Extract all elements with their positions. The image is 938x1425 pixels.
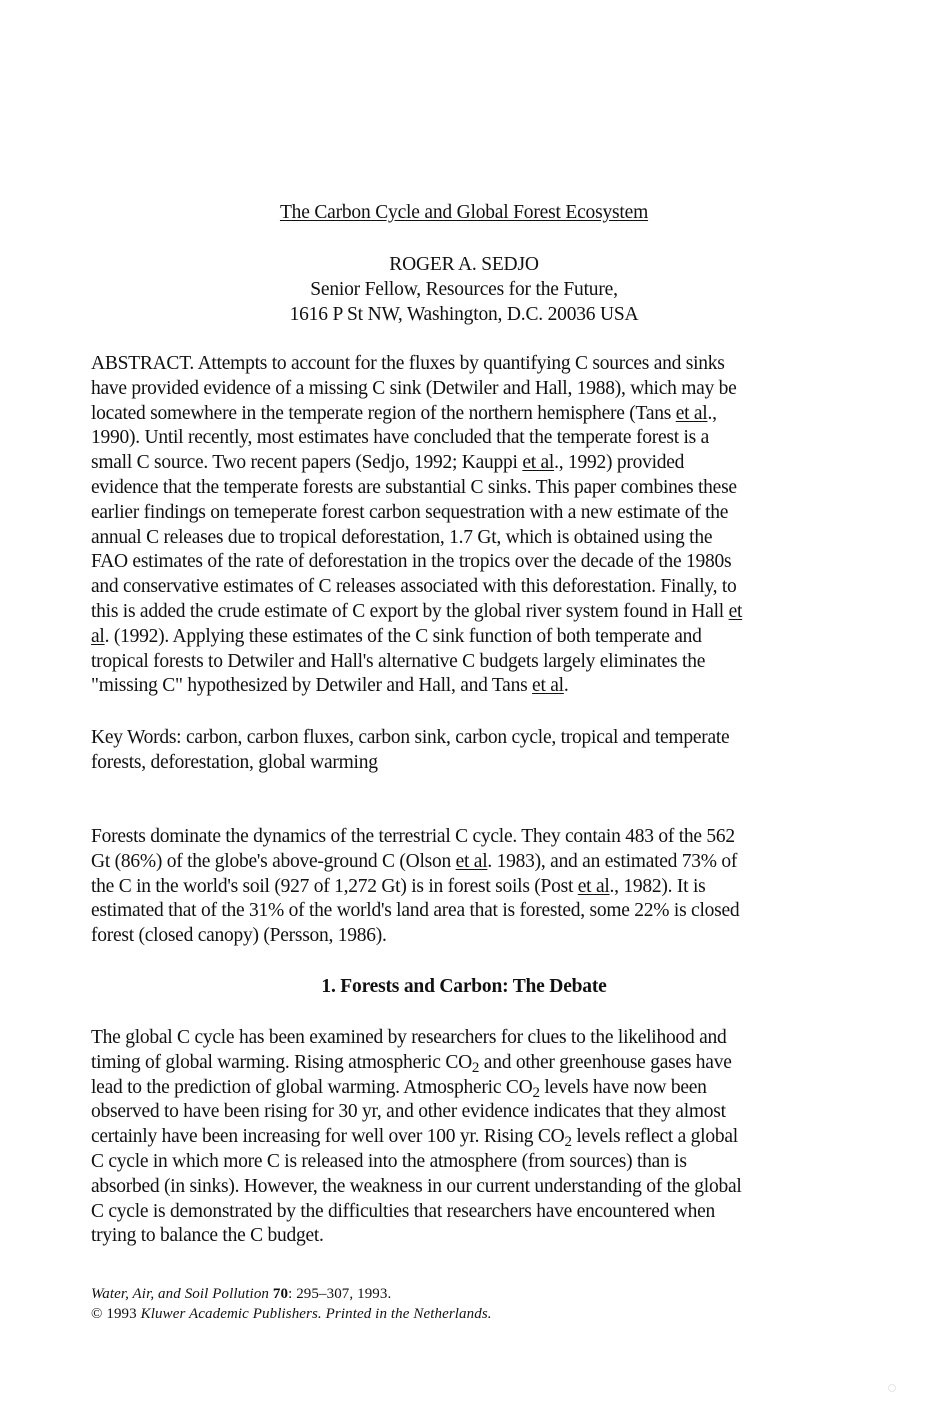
text-line: Key Words: carbon, carbon fluxes, carbon sink, carbon cycle, tropical and temperate — [91, 727, 730, 748]
text-line: tropical forests to Detwiler and Hall's alternative C budgets largely eliminates the — [91, 650, 706, 672]
author-address: 1616 P St NW, Washington, D.C. 20036 USA — [289, 304, 639, 325]
text-line: timing of global warming. Rising atmospheric $CO_2$ and other greenhouse gases have — [91, 1051, 732, 1076]
journal-footer — [91, 1284, 492, 1324]
citation-et-al: al — [91, 625, 105, 647]
text-line: C cycle is demonstrated by the difficulties that researchers have encountered when — [91, 1200, 716, 1222]
text-line: observed to have been rising for 30 yr, and other evidence indicates that they almost — [91, 1101, 726, 1123]
keywords-paragraph — [91, 726, 851, 776]
text-line: FAO estimates of the rate of deforestation in the tropics over the decade of the 1980s — [91, 551, 732, 573]
text-line: Forests dominate the dynamics of the terrestrial C cycle. They contain 483 of the 562 — [91, 826, 735, 847]
journal-volume: 70 — [272, 1286, 289, 1302]
text-line: estimated that of the 31% of the world's land area that is forested, some 22% is closed — [91, 900, 740, 922]
author-position: Senior Fellow, Resources for the Future, — [310, 279, 618, 300]
subscript: 2 — [532, 1084, 540, 1101]
copyright-icon: © — [91, 1306, 103, 1322]
text-line: Gt (86%) of the globe's above-ground C (Olson et al. 1983), and an estimated 73% of — [91, 850, 738, 872]
text-line: earlier findings on temeperate forest carbon sequestration with a new estimate of the — [91, 501, 729, 523]
text-line: ABSTRACT. Attempts to account for the fluxes by quantifying C sources and sinks — [91, 353, 725, 374]
citation-et-al: et al — [532, 675, 564, 697]
text-line: this is added the crude estimate of C export by the global river system found in Hall et — [91, 600, 743, 622]
text-line: C cycle in which more C is released into the atmosphere (from sources) than is — [91, 1150, 687, 1172]
text-line: trying to balance the C budget. — [91, 1225, 324, 1247]
copyright-line — [91, 1304, 492, 1324]
publisher-note: Kluwer Academic Publishers. Printed in the Netherlands. — [140, 1306, 492, 1322]
intro-paragraph — [91, 825, 851, 949]
scan-artifact-mark — [888, 1384, 896, 1392]
section-heading: 1. Forests and Carbon: The Debate — [321, 976, 607, 997]
abstract-paragraph — [91, 352, 851, 699]
author-block — [0, 252, 928, 327]
text-line: forest (closed canopy) (Persson, 1986). — [91, 925, 387, 947]
text-line: forests, deforestation, global warming — [91, 751, 378, 773]
subscript: 2 — [471, 1059, 480, 1076]
author-name: ROGER A. SEDJO — [389, 254, 539, 275]
text-line: lead to the prediction of global warming. Atmospheric $CO_2$ levels have now been — [91, 1076, 707, 1101]
text-line: The global C cycle has been examined by researchers for clues to the likelihood and — [91, 1027, 727, 1048]
text-line: 1990). Until recently, most estimates have concluded that the temperate forest is a — [91, 427, 710, 449]
journal-name: Water, Air, and Soil Pollution — [91, 1286, 270, 1302]
text-line: located somewhere in the temperate region of the northern hemisphere (Tans et al., — [91, 402, 717, 424]
citation-line — [91, 1284, 492, 1304]
text-line: absorbed (in sinks). However, the weakness in our current understanding of the global — [91, 1175, 742, 1197]
citation-et-al: et al — [675, 402, 708, 424]
copyright-year: 1993 — [106, 1306, 137, 1322]
journal-pages-year: : 295–307, 1993. — [288, 1286, 392, 1302]
text-line: "missing C" hypothesized by Detwiler and Hall, and Tans et al. — [91, 675, 569, 697]
text-line: evidence that the temperate forests are substantial C sinks. This paper combines these — [91, 476, 737, 498]
text-line: al. (1992). Applying these estimates of the C sink function of both temperate and — [91, 625, 702, 647]
text-line: the C in the world's soil (927 of 1,272 Gt) is in forest soils (Post et al., 1982). It is — [91, 875, 706, 897]
text-line: small C source. Two recent papers (Sedjo, 1992; Kauppi et al., 1992) provided — [91, 452, 685, 474]
text-line: have provided evidence of a missing C sink (Detwiler and Hall, 1988), which may be — [91, 377, 737, 399]
paper-title: The Carbon Cycle and Global Forest Ecosystem — [279, 202, 649, 223]
section-1-paragraph — [91, 1026, 851, 1249]
text-line: certainly have been increasing for well over 100 yr. Rising $CO_2$ levels reflect a global — [91, 1126, 738, 1151]
subscript: 2 — [564, 1134, 572, 1151]
citation-et-al: et al — [577, 875, 610, 897]
citation-et-al: et al — [455, 850, 488, 872]
citation-et-al: et al — [522, 452, 555, 474]
text-line: annual C releases due to tropical deforestation, 1.7 Gt, which is obtained using the — [91, 526, 713, 548]
citation-et-al: et — [728, 600, 743, 622]
text-line: and conservative estimates of C releases associated with this deforestation. Finally, to — [91, 576, 737, 598]
